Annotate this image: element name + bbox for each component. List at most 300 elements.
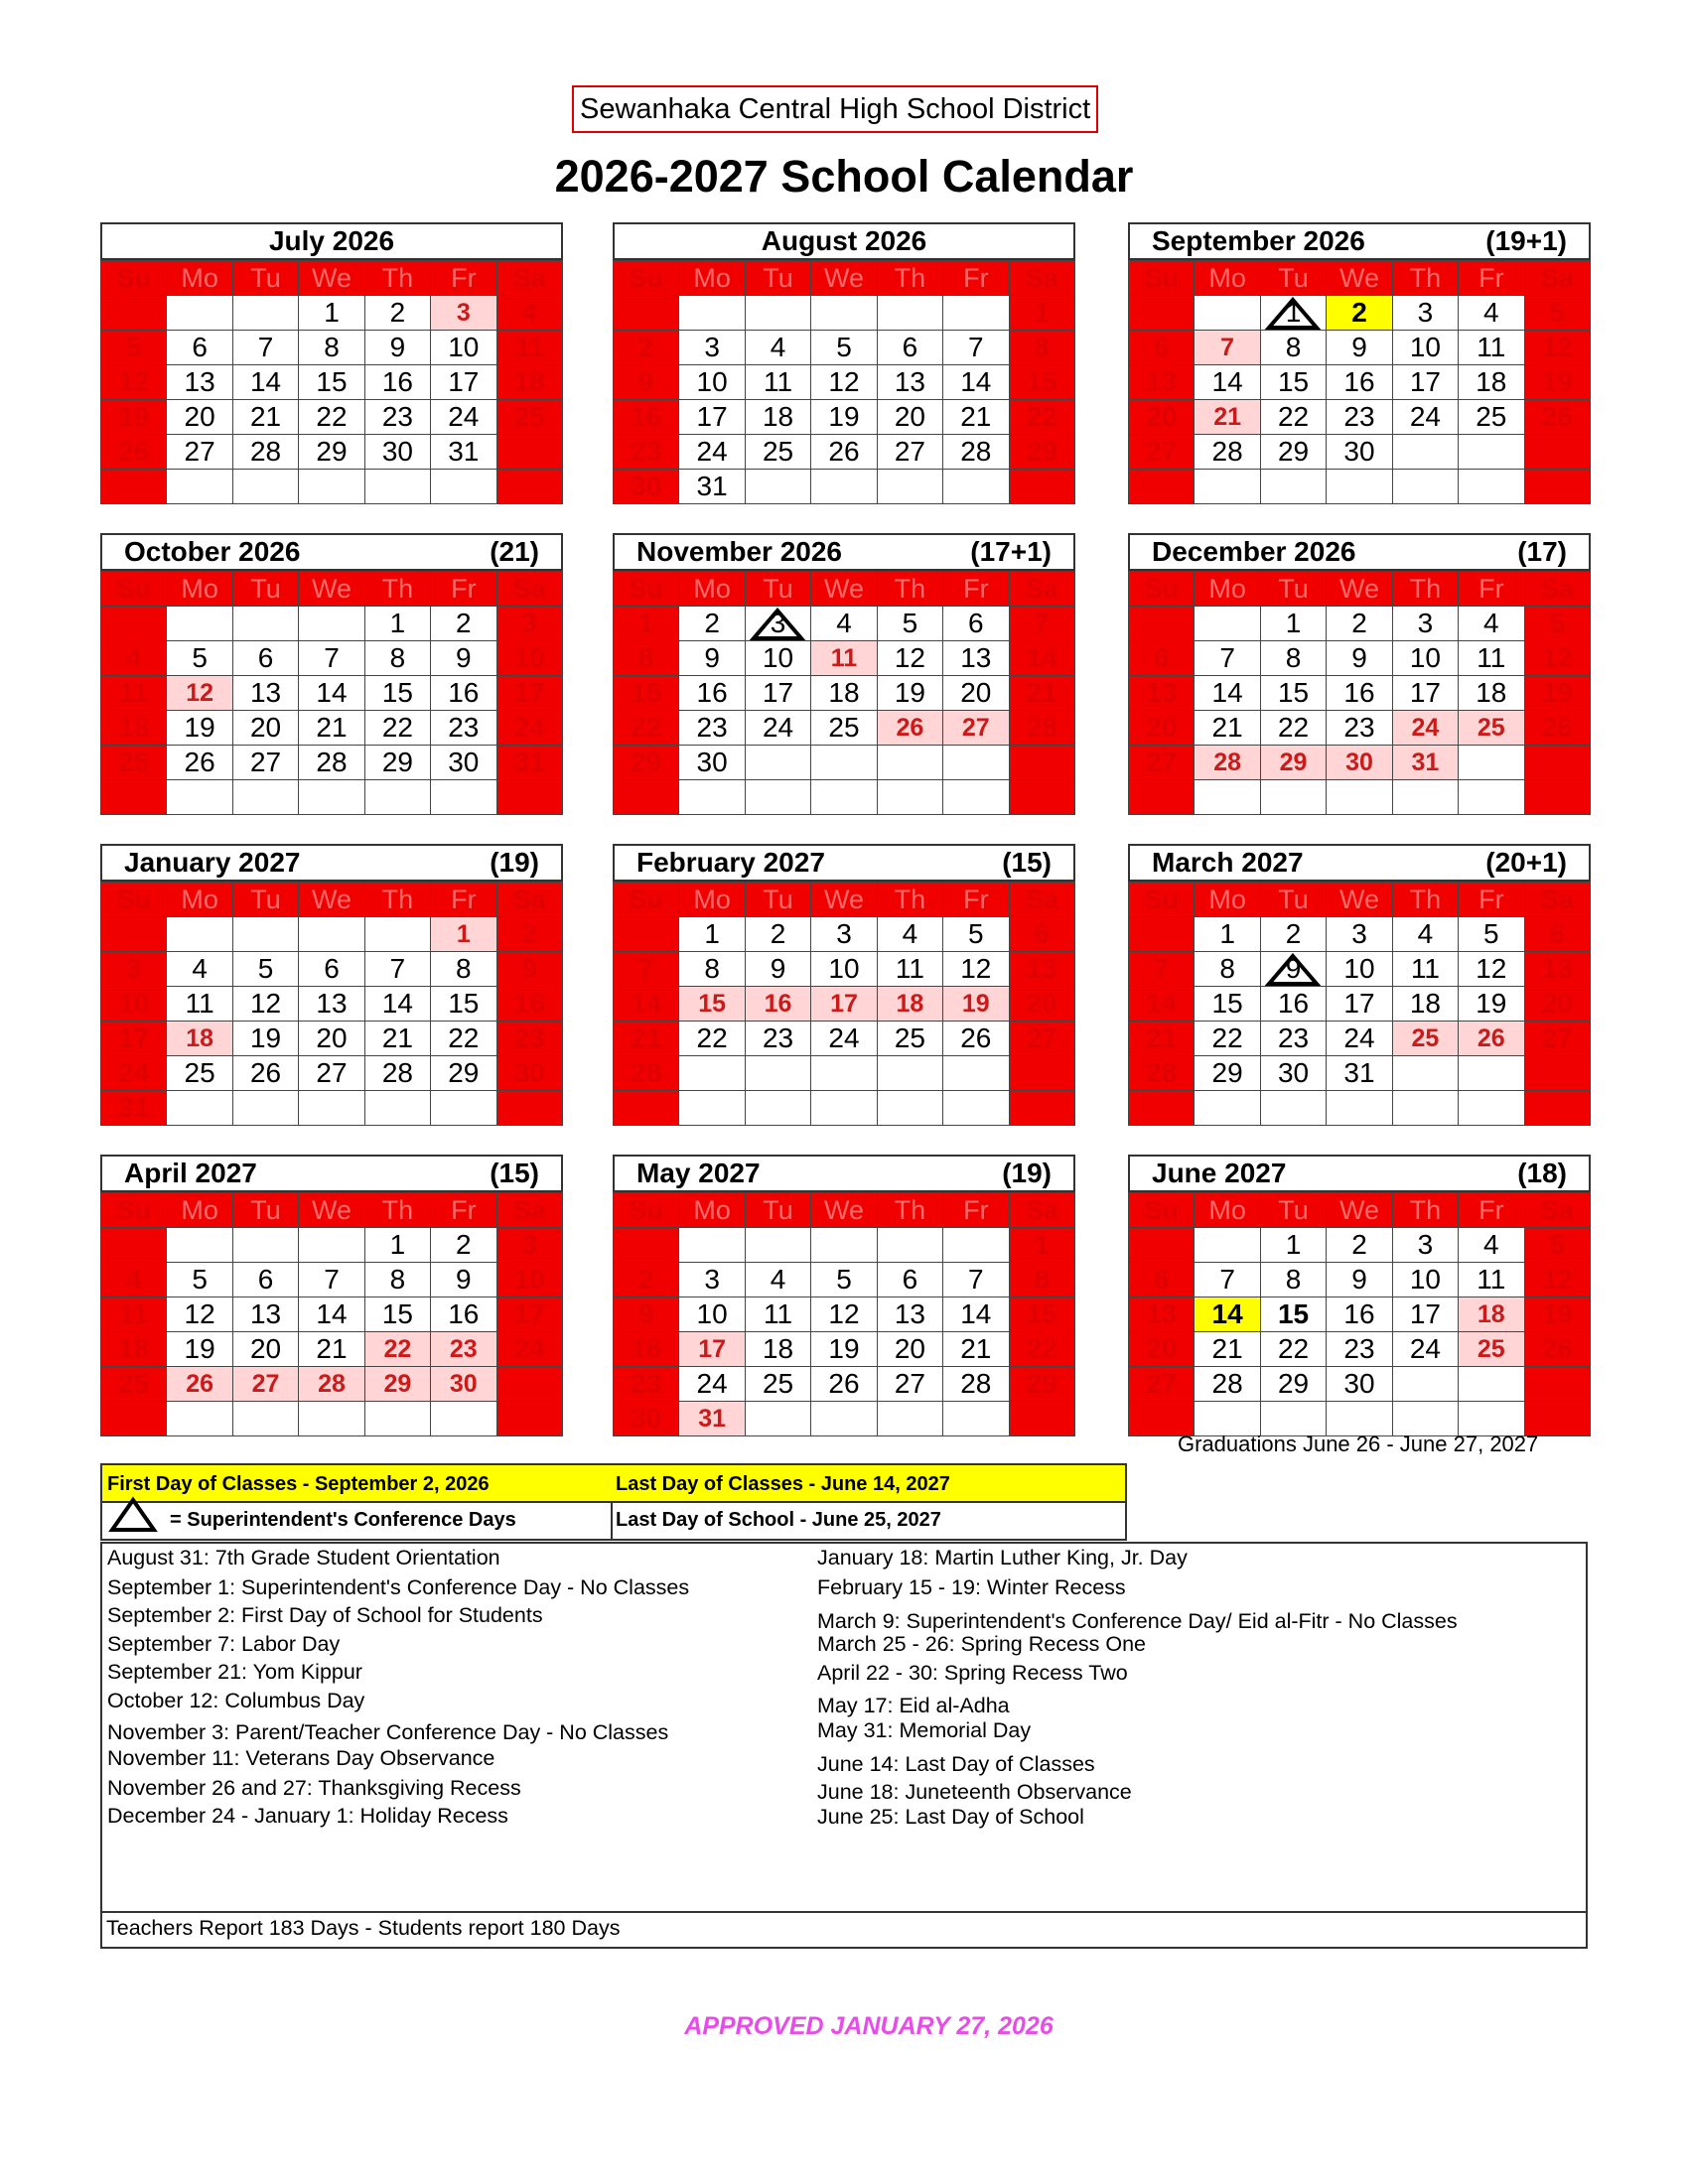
- calendar-day: 24: [679, 435, 745, 470]
- empty-day: [1392, 435, 1458, 470]
- empty-day: [745, 1228, 810, 1263]
- calendar-day: 25: [496, 400, 562, 435]
- empty-day: [943, 1228, 1009, 1263]
- calendar-day: 23: [614, 435, 679, 470]
- empty-day: [679, 1091, 745, 1126]
- calendar-day: 13: [1009, 952, 1074, 987]
- calendar-day: 5: [1524, 296, 1590, 331]
- calendar-day: 21: [299, 711, 364, 746]
- empty-day: [299, 1228, 364, 1263]
- calendar-day: 12: [1524, 641, 1590, 676]
- empty-day: [299, 607, 364, 641]
- empty-day: [614, 1228, 679, 1263]
- calendar-day: 24: [1392, 400, 1458, 435]
- calendar-day: 29: [364, 746, 430, 780]
- weekday-label: We: [299, 261, 364, 296]
- weekday-label: We: [299, 1193, 364, 1228]
- empty-day: [745, 1056, 810, 1091]
- calendar-day: 15: [679, 987, 745, 1022]
- calendar-day: 16: [1327, 1297, 1392, 1332]
- calendar-day: 6: [1524, 917, 1590, 952]
- calendar-day: 19: [943, 987, 1009, 1022]
- school-day-count: (19): [490, 847, 539, 878]
- calendar-day: 21: [943, 1332, 1009, 1367]
- weekday-label: We: [1327, 1193, 1392, 1228]
- calendar-day: 4: [1459, 296, 1524, 331]
- calendar-day: 8: [679, 952, 745, 987]
- calendar-day: 5: [232, 952, 298, 987]
- calendar-day: 6: [1129, 641, 1195, 676]
- calendar-day: 10: [431, 331, 496, 365]
- calendar-day: 31: [496, 746, 562, 780]
- empty-day: [167, 296, 232, 331]
- calendar-day: 23: [431, 1332, 496, 1367]
- empty-day: [1459, 470, 1524, 504]
- calendar-day: 2: [431, 607, 496, 641]
- calendar-day: 8: [1009, 1263, 1074, 1297]
- calendar-day: 3: [811, 917, 877, 952]
- calendar-day: 22: [1260, 711, 1326, 746]
- calendar-day: 12: [167, 1297, 232, 1332]
- month-february-2027: [613, 844, 1075, 1126]
- month-grid: [613, 1192, 1075, 1436]
- calendar-day: 15: [614, 676, 679, 711]
- month-header: [1128, 533, 1591, 571]
- calendar-day: 21: [1009, 676, 1074, 711]
- calendar-day: 11: [745, 1297, 810, 1332]
- calendar-day: 6: [943, 607, 1009, 641]
- empty-day: [1392, 1367, 1458, 1402]
- calendar-day: 25: [101, 746, 167, 780]
- calendar-day: 2: [431, 1228, 496, 1263]
- month-name: December 2026: [1152, 536, 1356, 567]
- month-header: [100, 1155, 563, 1192]
- empty-day: [1195, 296, 1260, 331]
- calendar-day: 26: [232, 1056, 298, 1091]
- calendar-day: 29: [1009, 1367, 1074, 1402]
- calendar-day: 8: [1195, 952, 1260, 987]
- calendar-day: 21: [943, 400, 1009, 435]
- empty-day: [232, 917, 298, 952]
- calendar-day: 19: [1459, 987, 1524, 1022]
- calendar-day: 14: [299, 1297, 364, 1332]
- event-item: September 7: Labor Day: [107, 1632, 341, 1656]
- empty-day: [496, 435, 562, 470]
- weekday-label: Th: [1392, 261, 1458, 296]
- empty-day: [877, 1402, 942, 1436]
- calendar-day: 22: [679, 1022, 745, 1056]
- month-grid: [613, 571, 1075, 815]
- calendar-day: 29: [364, 1367, 430, 1402]
- calendar-day: 2: [614, 331, 679, 365]
- triangle-icon: [108, 1496, 158, 1536]
- weekday-label: We: [1327, 883, 1392, 917]
- calendar-day: 9: [364, 331, 430, 365]
- calendar-day: 16: [1327, 365, 1392, 400]
- empty-day: [167, 1228, 232, 1263]
- calendar-day: 5: [1524, 607, 1590, 641]
- weekday-label: Sa: [496, 1193, 562, 1228]
- calendar-day: 28: [1195, 435, 1260, 470]
- calendar-day: 5: [811, 331, 877, 365]
- empty-day: [1129, 296, 1195, 331]
- empty-day: [1129, 917, 1195, 952]
- calendar-day: 30: [431, 746, 496, 780]
- calendar-day: [1260, 296, 1326, 331]
- calendar-day: 9: [745, 952, 810, 987]
- empty-day: [496, 470, 562, 504]
- event-item: March 25 - 26: Spring Recess One: [817, 1632, 1147, 1656]
- empty-day: [745, 746, 810, 780]
- empty-day: [745, 1091, 810, 1126]
- calendar-day: 18: [1459, 676, 1524, 711]
- calendar-day: 17: [811, 987, 877, 1022]
- calendar-day: 23: [1260, 1022, 1326, 1056]
- empty-day: [232, 1091, 298, 1126]
- weekday-label: Th: [877, 572, 942, 607]
- empty-day: [614, 1091, 679, 1126]
- weekday-label: Su: [1129, 572, 1195, 607]
- weekday-label: We: [811, 883, 877, 917]
- calendar-day: 28: [1195, 1367, 1260, 1402]
- calendar-day: 24: [1392, 711, 1458, 746]
- calendar-day: 3: [431, 296, 496, 331]
- school-day-count: (17): [1517, 536, 1567, 567]
- calendar-day: 10: [1392, 331, 1458, 365]
- calendar-day: 1: [1009, 1228, 1074, 1263]
- calendar-day: 29: [299, 435, 364, 470]
- calendar-day: 30: [1260, 1056, 1326, 1091]
- weekday-label: Th: [877, 261, 942, 296]
- month-header: [1128, 1155, 1591, 1192]
- calendar-day: 5: [811, 1263, 877, 1297]
- calendar-day: 3: [496, 1228, 562, 1263]
- weekday-label: Su: [614, 1193, 679, 1228]
- empty-day: [1524, 780, 1590, 815]
- calendar-day: 8: [364, 1263, 430, 1297]
- calendar-day: 25: [811, 711, 877, 746]
- first-day-key: First Day of Classes - September 2, 2026: [100, 1463, 613, 1503]
- calendar-day: 17: [1392, 365, 1458, 400]
- weekday-label: Th: [364, 1193, 430, 1228]
- calendar-day: 30: [364, 435, 430, 470]
- calendar-day: 21: [614, 1022, 679, 1056]
- empty-day: [877, 746, 942, 780]
- empty-day: [1129, 607, 1195, 641]
- empty-day: [1524, 470, 1590, 504]
- calendar-day: 3: [1392, 296, 1458, 331]
- month-grid: [1128, 571, 1591, 815]
- month-header: [100, 222, 563, 260]
- calendar-day: 26: [1524, 400, 1590, 435]
- calendar-day: 21: [299, 1332, 364, 1367]
- calendar-day: 25: [167, 1056, 232, 1091]
- empty-day: [1524, 1091, 1590, 1126]
- empty-day: [232, 1402, 298, 1436]
- approval-note: APPROVED JANUARY 27, 2026: [684, 2012, 1054, 2040]
- calendar-day: 18: [811, 676, 877, 711]
- weekday-label: Fr: [431, 1193, 496, 1228]
- calendar-day: 22: [614, 711, 679, 746]
- calendar-day: 11: [745, 365, 810, 400]
- calendar-day: 11: [1392, 952, 1458, 987]
- empty-day: [101, 1402, 167, 1436]
- weekday-label: Sa: [1524, 1193, 1590, 1228]
- calendar-day: 2: [1327, 296, 1392, 331]
- event-item: November 11: Veterans Day Observance: [107, 1746, 495, 1770]
- empty-day: [1009, 470, 1074, 504]
- calendar-day: 17: [496, 1297, 562, 1332]
- calendar-day: 26: [811, 1367, 877, 1402]
- month-name: June 2027: [1152, 1158, 1287, 1188]
- calendar-day: 11: [1459, 641, 1524, 676]
- weekday-label: Mo: [1195, 572, 1260, 607]
- calendar-day: 23: [1327, 1332, 1392, 1367]
- calendar-day: 6: [299, 952, 364, 987]
- calendar-day: 4: [167, 952, 232, 987]
- calendar-day: 10: [101, 987, 167, 1022]
- empty-day: [299, 917, 364, 952]
- calendar-day: 22: [431, 1022, 496, 1056]
- calendar-day: 13: [877, 365, 942, 400]
- calendar-day: 15: [1009, 365, 1074, 400]
- calendar-day: 3: [496, 607, 562, 641]
- calendar-day: 20: [299, 1022, 364, 1056]
- empty-day: [431, 780, 496, 815]
- empty-day: [877, 780, 942, 815]
- weekday-label: Fr: [1459, 1193, 1524, 1228]
- weekday-label: Sa: [1009, 261, 1074, 296]
- event-item: May 17: Eid al-Adha: [817, 1694, 1010, 1717]
- calendar-day: 4: [1459, 607, 1524, 641]
- month-grid: [100, 571, 563, 815]
- calendar-day: 31: [101, 1091, 167, 1126]
- calendar-day: 19: [101, 400, 167, 435]
- empty-day: [943, 470, 1009, 504]
- calendar-day: 16: [679, 676, 745, 711]
- weekday-label: Tu: [232, 572, 298, 607]
- empty-day: [1327, 780, 1392, 815]
- weekday-label: Su: [101, 1193, 167, 1228]
- empty-day: [232, 470, 298, 504]
- empty-day: [811, 780, 877, 815]
- calendar-day: 10: [679, 1297, 745, 1332]
- empty-day: [1459, 746, 1524, 780]
- calendar-day: 13: [232, 676, 298, 711]
- empty-day: [1392, 470, 1458, 504]
- calendar-day: 12: [1524, 331, 1590, 365]
- school-day-count: (21): [490, 536, 539, 567]
- calendar-day: 17: [679, 1332, 745, 1367]
- calendar-day: 23: [1327, 711, 1392, 746]
- empty-day: [745, 296, 810, 331]
- calendar-day: 27: [1524, 1022, 1590, 1056]
- calendar-day: 11: [877, 952, 942, 987]
- month-name: March 2027: [1152, 847, 1304, 878]
- calendar-day: 8: [1260, 331, 1326, 365]
- calendar-day: 16: [431, 1297, 496, 1332]
- calendar-day: 7: [943, 331, 1009, 365]
- empty-day: [1524, 1367, 1590, 1402]
- empty-day: [877, 296, 942, 331]
- calendar-day: 7: [1195, 1263, 1260, 1297]
- calendar-day: 11: [167, 987, 232, 1022]
- empty-day: [811, 1056, 877, 1091]
- calendar-day: 21: [232, 400, 298, 435]
- calendar-day: 29: [1260, 435, 1326, 470]
- calendar-day: 30: [1327, 746, 1392, 780]
- month-name: November 2026: [636, 536, 843, 567]
- empty-day: [745, 780, 810, 815]
- weekday-label: Sa: [1009, 883, 1074, 917]
- empty-day: [877, 470, 942, 504]
- empty-day: [1195, 1091, 1260, 1126]
- weekday-label: Mo: [679, 261, 745, 296]
- calendar-day: 17: [496, 676, 562, 711]
- empty-day: [101, 780, 167, 815]
- weekday-label: We: [1327, 572, 1392, 607]
- calendar-day: 29: [431, 1056, 496, 1091]
- calendar-day: 15: [1260, 676, 1326, 711]
- weekday-label: Fr: [1459, 883, 1524, 917]
- calendar-day: 2: [1327, 1228, 1392, 1263]
- calendar-day: 7: [943, 1263, 1009, 1297]
- calendar-day: 14: [364, 987, 430, 1022]
- calendar-day: 10: [1392, 641, 1458, 676]
- calendar-day: 7: [1195, 331, 1260, 365]
- weekday-label: Su: [101, 261, 167, 296]
- calendar-day: 5: [167, 641, 232, 676]
- weekday-label: Su: [101, 572, 167, 607]
- calendar-day: 21: [1129, 1022, 1195, 1056]
- calendar-day: 2: [679, 607, 745, 641]
- weekday-label: Th: [364, 261, 430, 296]
- school-day-count: (19+1): [1485, 225, 1567, 256]
- calendar-day: 10: [1392, 1263, 1458, 1297]
- calendar-day: 14: [943, 365, 1009, 400]
- month-grid: [100, 1192, 563, 1436]
- calendar-day: 27: [232, 746, 298, 780]
- calendar-day: 14: [299, 676, 364, 711]
- empty-day: [614, 780, 679, 815]
- calendar-day: 18: [745, 1332, 810, 1367]
- weekday-label: Tu: [1260, 572, 1326, 607]
- month-november-2026: [613, 533, 1075, 815]
- empty-day: [811, 1228, 877, 1263]
- weekday-label: We: [299, 572, 364, 607]
- empty-day: [1009, 780, 1074, 815]
- event-item: February 15 - 19: Winter Recess: [817, 1575, 1126, 1599]
- month-may-2027: [613, 1155, 1075, 1436]
- empty-day: [1459, 1367, 1524, 1402]
- month-name: August 2026: [761, 225, 927, 256]
- calendar-day: 12: [943, 952, 1009, 987]
- calendar-day: 5: [1459, 917, 1524, 952]
- month-grid: [613, 260, 1075, 504]
- calendar-day: 18: [496, 365, 562, 400]
- calendar-day: 28: [232, 435, 298, 470]
- empty-day: [496, 1367, 562, 1402]
- calendar-day: 17: [1327, 987, 1392, 1022]
- calendar-day: 7: [364, 952, 430, 987]
- month-name: April 2027: [124, 1158, 257, 1188]
- empty-day: [1195, 470, 1260, 504]
- calendar-day: 30: [431, 1367, 496, 1402]
- empty-day: [811, 470, 877, 504]
- calendar-day: 22: [364, 711, 430, 746]
- empty-day: [614, 296, 679, 331]
- calendar-day: 14: [1009, 641, 1074, 676]
- calendar-day: 8: [1260, 641, 1326, 676]
- calendar-day: [745, 607, 810, 641]
- weekday-label: Fr: [943, 572, 1009, 607]
- calendar-day: 20: [232, 1332, 298, 1367]
- weekday-label: We: [811, 572, 877, 607]
- empty-day: [232, 296, 298, 331]
- weekday-label: Mo: [679, 572, 745, 607]
- calendar-day: 10: [679, 365, 745, 400]
- weekday-label: Fr: [943, 261, 1009, 296]
- calendar-day: 24: [679, 1367, 745, 1402]
- empty-day: [299, 470, 364, 504]
- month-header: [100, 533, 563, 571]
- calendar-day: 25: [745, 1367, 810, 1402]
- weekday-label: Mo: [167, 261, 232, 296]
- weekday-label: Mo: [167, 1193, 232, 1228]
- calendar-day: 30: [614, 470, 679, 504]
- calendar-day: 11: [496, 331, 562, 365]
- calendar-day: 16: [1327, 676, 1392, 711]
- legend-box: [100, 1463, 1127, 1547]
- empty-day: [364, 1091, 430, 1126]
- calendar-day: 8: [364, 641, 430, 676]
- calendar-day: 25: [1459, 400, 1524, 435]
- calendar-day: 29: [1195, 1056, 1260, 1091]
- calendar-day: 25: [877, 1022, 942, 1056]
- calendar-day: 30: [614, 1402, 679, 1436]
- calendar-day: 21: [364, 1022, 430, 1056]
- empty-day: [101, 470, 167, 504]
- calendar-day: 15: [299, 365, 364, 400]
- calendar-day: 4: [877, 917, 942, 952]
- calendar-day: 3: [679, 1263, 745, 1297]
- calendar-day: 17: [679, 400, 745, 435]
- calendar-day: 31: [679, 1402, 745, 1436]
- calendar-day: 7: [232, 331, 298, 365]
- calendar-day: 4: [745, 1263, 810, 1297]
- calendar-day: 25: [1392, 1022, 1458, 1056]
- calendar-day: 5: [1524, 1228, 1590, 1263]
- calendar-day: 18: [101, 1332, 167, 1367]
- calendar-day: 16: [745, 987, 810, 1022]
- calendar-day: 15: [364, 676, 430, 711]
- weekday-label: Sa: [496, 572, 562, 607]
- calendar-day: 18: [745, 400, 810, 435]
- conference-days-label: = Superintendent's Conference Days: [170, 1509, 516, 1531]
- calendar-day: 22: [1260, 400, 1326, 435]
- calendar-day: 11: [101, 1297, 167, 1332]
- calendar-day: 31: [679, 470, 745, 504]
- month-october-2026: [100, 533, 563, 815]
- calendar-day: 13: [877, 1297, 942, 1332]
- empty-day: [877, 1091, 942, 1126]
- calendar-day: 19: [811, 400, 877, 435]
- weekday-label: We: [811, 1193, 877, 1228]
- calendar-day: 2: [745, 917, 810, 952]
- weekday-label: Tu: [745, 261, 810, 296]
- month-header: [613, 844, 1075, 882]
- calendar-day: 29: [614, 746, 679, 780]
